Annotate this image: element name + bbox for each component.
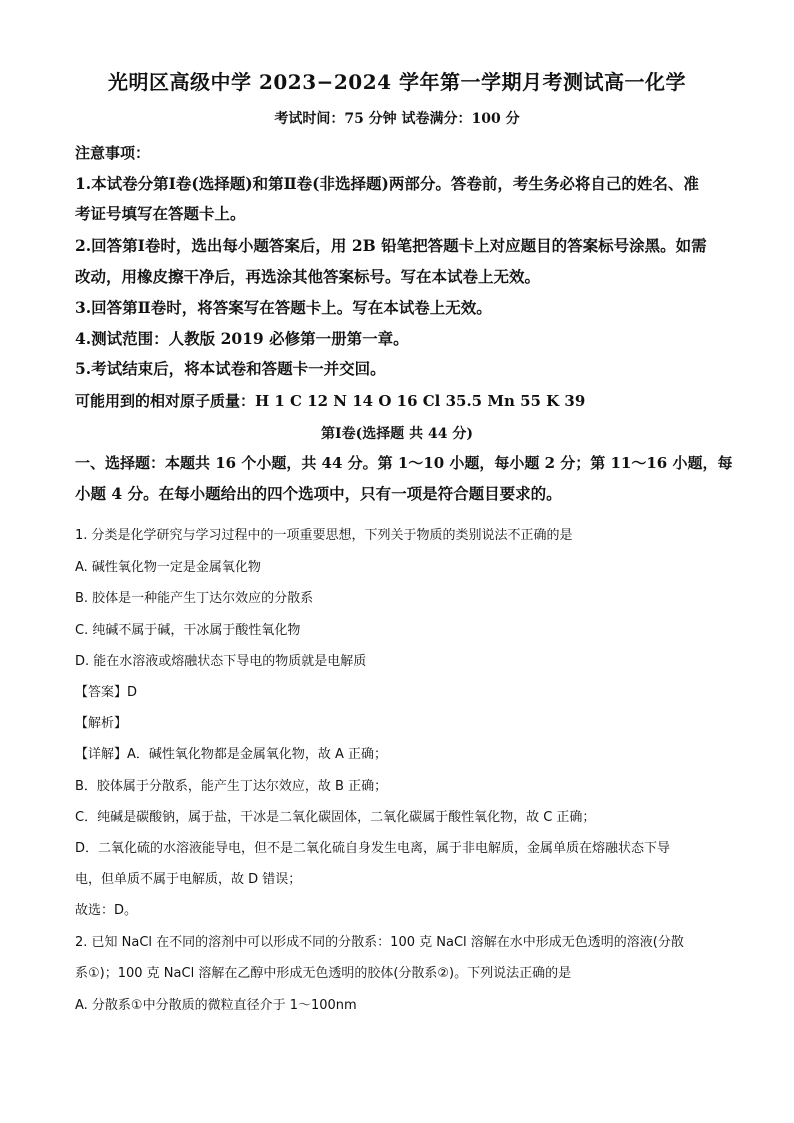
exam-info: 考试时间：75 分钟 试卷满分：100 分: [274, 111, 520, 127]
question-stem: 系①)；100 克 NaCl 溶解在乙醇中形成无色透明的胶体(分散系②)。下列说法正确的是: [75, 966, 572, 981]
analysis-label: 【解析】: [75, 716, 128, 731]
option-d: D. 能在水溶液或熔融状态下导电的物质就是电解质: [75, 654, 367, 669]
answer-label: 【答案】D: [75, 685, 138, 700]
note-line: 4.测试范围：人教版 2019 必修第一册第一章。: [75, 329, 409, 348]
section-title: 第Ⅰ卷(选择题 共 44 分): [321, 426, 473, 442]
analysis-line: D．二氧化硫的水溶液能导电，但不是二氧化硫自身发生电离，属于非电解质，金属单质在熔融状态下导: [75, 841, 671, 856]
question-stem: 1. 分类是化学研究与学习过程中的一项重要思想，下列关于物质的类别说法不正确的是: [75, 528, 573, 543]
section-instruction: 一、选择题：本题共 16 个小题，共 44 分。第 1～10 小题，每小题 2 分；第 11～16 小题，每: [75, 454, 733, 472]
note-line: 改动，用橡皮擦干净后，再选涂其他答案标号。写在本试卷上无效。: [75, 267, 541, 286]
note-line: 3.回答第Ⅱ卷时，将答案写在答题卡上。写在本试卷上无效。: [75, 298, 492, 317]
option-b: B. 胶体是一种能产生丁达尔效应的分散系: [75, 591, 314, 606]
option-c: C. 纯碱不属于碱，干冰属于酸性氧化物: [75, 623, 301, 638]
page-title: 光明区高级中学 2023−2024 学年第一学期月考测试高一化学: [107, 70, 686, 94]
note-line: 考证号填写在答题卡上。: [75, 204, 246, 223]
note-line: 2.回答第Ⅰ卷时，选出每小题答案后，用 2B 铅笔把答题卡上对应题目的答案标号涂黑。如需: [75, 236, 707, 255]
notes-heading: 注意事项：: [75, 144, 151, 162]
note-line: 5.考试结束后，将本试卷和答题卡一并交回。: [75, 359, 386, 378]
analysis-line: B．胶体属于分散系，能产生丁达尔效应，故 B 正确；: [75, 779, 388, 794]
option-a: A. 碱性氧化物一定是金属氧化物: [75, 560, 261, 575]
section-instruction: 小题 4 分。在每小题给出的四个选项中，只有一项是符合题目要求的。: [75, 484, 562, 503]
analysis-line: 【详解】A．碱性氧化物都是金属氧化物，故 A 正确；: [75, 747, 388, 762]
atomic-mass-line: 可能用到的相对原子质量：H 1 C 12 N 14 O 16 Cl 35.5 Mn 55 K 39: [75, 392, 586, 410]
analysis-line: 电，但单质不属于电解质，故 D 错误；: [75, 872, 302, 887]
question-stem: 2. 已知 NaCl 在不同的溶剂中可以形成不同的分散系：100 克 NaCl 溶解在水中形成无色透明的溶液(分散: [75, 935, 684, 950]
note-line: 1.本试卷分第Ⅰ卷(选择题)和第Ⅱ卷(非选择题)两部分。答卷前，考生务必将自己的姓名、准: [75, 174, 699, 193]
option-a: A. 分散系①中分散质的微粒直径介于 1～100nm: [75, 998, 357, 1013]
analysis-line: 故选：D。: [75, 903, 138, 918]
analysis-line: C．纯碱是碳酸钠，属于盐，干冰是二氧化碳固体，二氧化碳属于酸性氧化物，故 C 正确；: [75, 810, 596, 825]
